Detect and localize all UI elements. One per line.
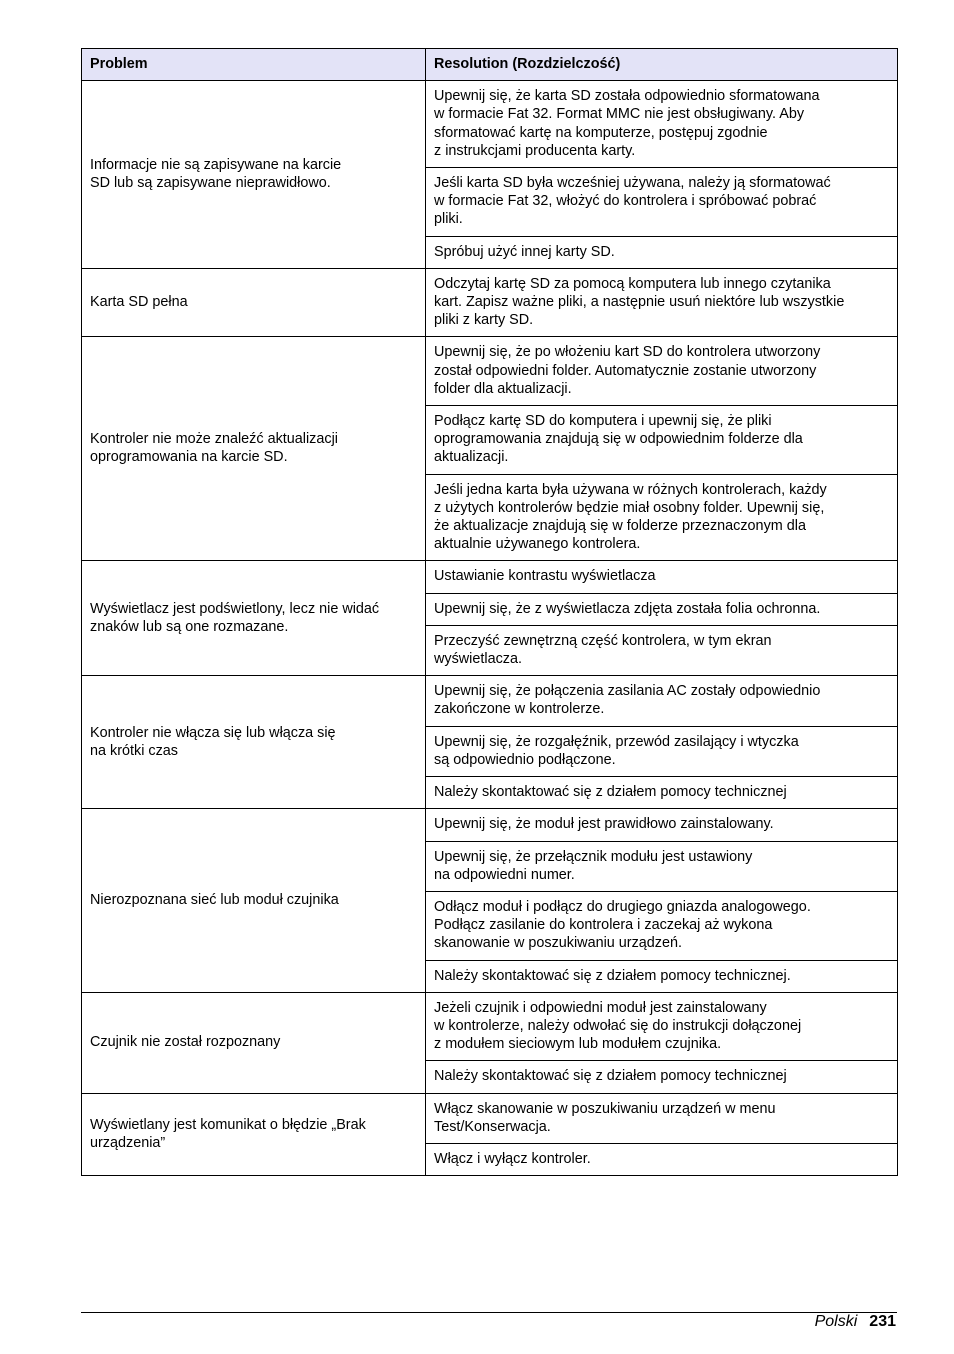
resolution-cell: Należy skontaktować się z działem pomocy technicznej. bbox=[426, 960, 898, 992]
problem-cell: Informacje nie są zapisywane na karcie SD lub są zapisywane nieprawidłowo. bbox=[82, 81, 426, 269]
resolution-cell: Podłącz kartę SD do komputera i upewnij się, że pliki oprogramowania znajdują się w odpowiednim folderze dla aktualizacji. bbox=[426, 406, 898, 475]
resolution-cell: Ustawianie kontrastu wyświetlacza bbox=[426, 561, 898, 593]
page-footer bbox=[815, 1312, 896, 1332]
footer-divider bbox=[81, 1312, 897, 1313]
footer-language: Polski bbox=[814, 1313, 858, 1330]
table-row bbox=[82, 1093, 898, 1143]
table-header-row bbox=[82, 49, 898, 81]
resolution-cell: Upewnij się, że przełącznik modułu jest ustawiony na odpowiedni numer. bbox=[426, 841, 898, 891]
table-body bbox=[82, 81, 898, 1176]
resolution-cell: Jeśli karta SD była wcześniej używana, należy ją sformatować w formacie Fat 32, włożyć do kontrolera i spróbować pobrać pliki. bbox=[426, 168, 898, 237]
resolution-cell: Upewnij się, że moduł jest prawidłowo zainstalowany. bbox=[426, 809, 898, 841]
resolution-cell: Odłącz moduł i podłącz do drugiego gniazda analogowego. Podłącz zasilanie do kontrolera i zaczekaj aż wykona skanowanie w poszukiwaniu urządzeń. bbox=[426, 891, 898, 960]
resolution-cell: Upewnij się, że z wyświetlacza zdjęta została folia ochronna. bbox=[426, 593, 898, 625]
table-row bbox=[82, 809, 898, 841]
resolution-cell: Włącz i wyłącz kontroler. bbox=[426, 1143, 898, 1175]
resolution-cell: Jeżeli czujnik i odpowiedni moduł jest zainstalowany w kontrolerze, należy odwołać się do instrukcji dołączonej z modułem sieciowym lub modułem czujnika. bbox=[426, 992, 898, 1061]
problem-cell: Wyświetlany jest komunikat o błędzie „Brak urządzenia” bbox=[82, 1093, 426, 1176]
resolution-cell: Spróbuj użyć innej karty SD. bbox=[426, 236, 898, 268]
table-row bbox=[82, 676, 898, 726]
resolution-cell: Włącz skanowanie w poszukiwaniu urządzeń w menu Test/Konserwacja. bbox=[426, 1093, 898, 1143]
resolution-cell: Upewnij się, że połączenia zasilania AC zostały odpowiednio zakończone w kontrolerze. bbox=[426, 676, 898, 726]
table-row bbox=[82, 561, 898, 593]
troubleshooting-table bbox=[81, 48, 898, 1176]
problem-cell: Karta SD pełna bbox=[82, 268, 426, 337]
table-row bbox=[82, 337, 898, 406]
table-row bbox=[82, 268, 898, 337]
resolution-cell: Upewnij się, że po włożeniu kart SD do kontrolera utworzony został odpowiedni folder. Automatycznie zostanie utworzony folder dla aktualizacji. bbox=[426, 337, 898, 406]
problem-cell: Czujnik nie został rozpoznany bbox=[82, 992, 426, 1093]
resolution-cell: Odczytaj kartę SD za pomocą komputera lub innego czytanika kart. Zapisz ważne pliki, a następnie usuń niektóre lub wszystkie pliki z karty SD. bbox=[426, 268, 898, 337]
header-resolution: Resolution (Rozdzielczość) bbox=[426, 49, 898, 81]
resolution-cell: Upewnij się, że rozgałęźnik, przewód zasilający i wtyczka są odpowiednio podłączone. bbox=[426, 726, 898, 776]
problem-cell: Kontroler nie może znaleźć aktualizacji oprogramowania na karcie SD. bbox=[82, 337, 426, 561]
header-problem: Problem bbox=[82, 49, 426, 81]
resolution-cell: Jeśli jedna karta była używana w różnych kontrolerach, każdy z użytych kontrolerów będzie miał osobny folder. Upewnij się, że aktualizacje znajdują się w folderze przeznaczonym dla aktualnie używanego kontrolera. bbox=[426, 474, 898, 561]
table-row bbox=[82, 992, 898, 1061]
resolution-cell: Należy skontaktować się z działem pomocy technicznej bbox=[426, 1061, 898, 1093]
resolution-cell: Należy skontaktować się z działem pomocy technicznej bbox=[426, 777, 898, 809]
resolution-cell: Przeczyść zewnętrzną część kontrolera, w tym ekran wyświetlacza. bbox=[426, 625, 898, 675]
problem-cell: Wyświetlacz jest podświetlony, lecz nie widać znaków lub są one rozmazane. bbox=[82, 561, 426, 676]
page-number: 231 bbox=[869, 1313, 896, 1330]
problem-cell: Nierozpoznana sieć lub moduł czujnika bbox=[82, 809, 426, 992]
table-row bbox=[82, 81, 898, 168]
problem-cell: Kontroler nie włącza się lub włącza się na krótki czas bbox=[82, 676, 426, 809]
resolution-cell: Upewnij się, że karta SD została odpowiednio sformatowana w formacie Fat 32. Format MMC nie jest obsługiwany. Aby sformatować kartę na komputerze, postępuj zgodnie z instrukcjami producenta karty. bbox=[426, 81, 898, 168]
